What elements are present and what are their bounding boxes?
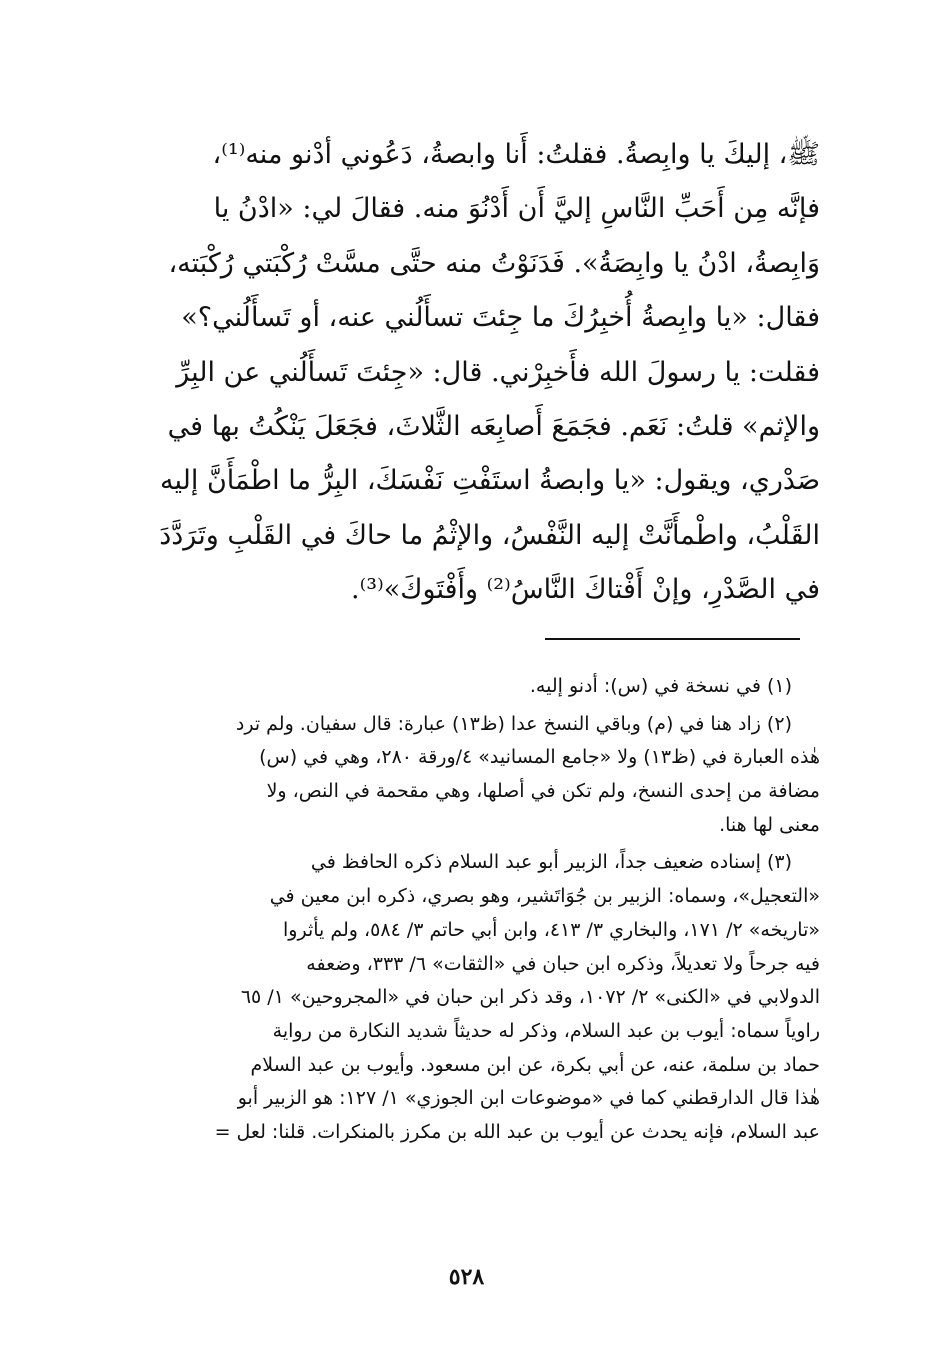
footnote-line: هٰذه العبارة في (ظ١٣) ولا «جامع المسانيد» ٤/ورقة ٢٨٠، وهي في (س): [259, 746, 820, 769]
page-number: ٥٢٨: [448, 1264, 485, 1290]
footnote-line: راوياً سماه: أيوب بن عبد السلام، وذكر له حديثاً شديد النكارة من رواية: [272, 1019, 820, 1042]
footnote-line: (١) في نسخة في (س): أدنو إليه.: [529, 675, 792, 697]
footnote-2: [100, 708, 820, 843]
footnote-1: [100, 670, 820, 704]
footnote-line: مضافة من إحدى النسخ، ولم تكن في أصلها، وهي مقحمة في النص، ولا: [266, 780, 820, 803]
main-text-line: في الصَّدْرِ، وإنْ أَفْتاكَ النَّاسُ⁽²⁾ وأَفْتَوكَ»⁽³⁾.: [351, 574, 820, 606]
footnote-line: عبد السلام، فإنه يحدث عن أيوب بن عبد الله بن مكرز بالمنكرات. قلنا: لعل =: [214, 1120, 820, 1143]
footnote-line: حماد بن سلمة، عنه، عن أبي بكرة، عن ابن مسعود. وأيوب بن عبد السلام: [250, 1053, 820, 1076]
footnote-line: (٣) إسناده ضعيف جداً، الزبير أبو عبد السلام ذكره الحافظ في: [310, 851, 792, 874]
main-text-line: القَلْبُ، واطْمأَنَّتْ إليه النَّفْسُ، والإثْمُ ما حاكَ في القَلْبِ وتَرَدَّدَ: [159, 519, 820, 551]
footnote-line: فيه جرحاً ولا تعديلاً، وذكره ابن حبان في «الثقات» ٦/ ٣٣٣، وضعفه: [306, 952, 820, 975]
main-text-line: والإثم» قلتُ: نَعَم. فجَمَعَ أَصابِعَه الثَّلاثَ، فجَعَلَ يَنْكُتُ بها في: [167, 410, 820, 442]
footnote-line: «تاريخه» ٢/ ١٧١، والبخاري ٣/ ٤١٣، وابن أبي حاتم ٣/ ٥٨٤، ولم يأثروا: [283, 918, 820, 941]
main-text-line: ﷺ، إليكَ يا وابِصةُ. فقلتُ: أَنا وابصةُ، دَعُوني أدْنو منه⁽¹⁾،: [212, 139, 820, 170]
main-text: [100, 128, 820, 618]
footnote-line: «التعجيل»، وسماه: الزبير بن جُوَاتَشير، وهو بصري، ذكره ابن معين في: [269, 885, 820, 908]
footnote-line: معنى لها هنا.: [719, 813, 820, 836]
footnote-line: (٢) زاد هنا في (م) وباقي النسخ عدا (ظ١٣) عبارة: قال سفيان. ولم ترد: [235, 712, 792, 735]
footnote-line: الدولابي في «الكنى» ٢/ ١٠٧٢، وقد ذكر ابن حبان في «المجروحين» ١/ ٦٥: [240, 986, 820, 1009]
footnote-3: [100, 846, 820, 1149]
main-text-line: فقلت: يا رسولَ الله فأَخبِرْني. قال: «جِئتَ تَسأَلُني عن البِرِّ: [176, 356, 820, 388]
footnotes: [100, 670, 820, 1154]
main-text-line: فإنَّه مِن أَحَبِّ النَّاسِ إليَّ أَن أَدْنُوَ منه. فقالَ لي: «ادْنُ يا: [213, 193, 820, 225]
footnote-divider: [545, 638, 800, 640]
footnote-line: هٰذا قال الدارقطني كما في «موضوعات ابن الجوزي» ١/ ١٢٧: هو الزبير أبو: [237, 1087, 820, 1110]
main-text-line: صَدْري، ويقول: «يا وابصةُ استَفْتِ نَفْسَكَ، البِرُّ ما اطْمَأَنَّ إليه: [160, 465, 820, 497]
main-text-line: وَابِصةُ، ادْنُ يا وابِصَةُ». فَدَنَوْتُ منه حتَّى مسَّتْ رُكْبَتي رُكْبَته،: [168, 247, 820, 279]
main-text-line: فقال: «يا وابِصةُ أُخبِرُكَ ما جِئتَ تسأَلُني عنه، أو تَسأَلُني؟»: [181, 302, 820, 334]
